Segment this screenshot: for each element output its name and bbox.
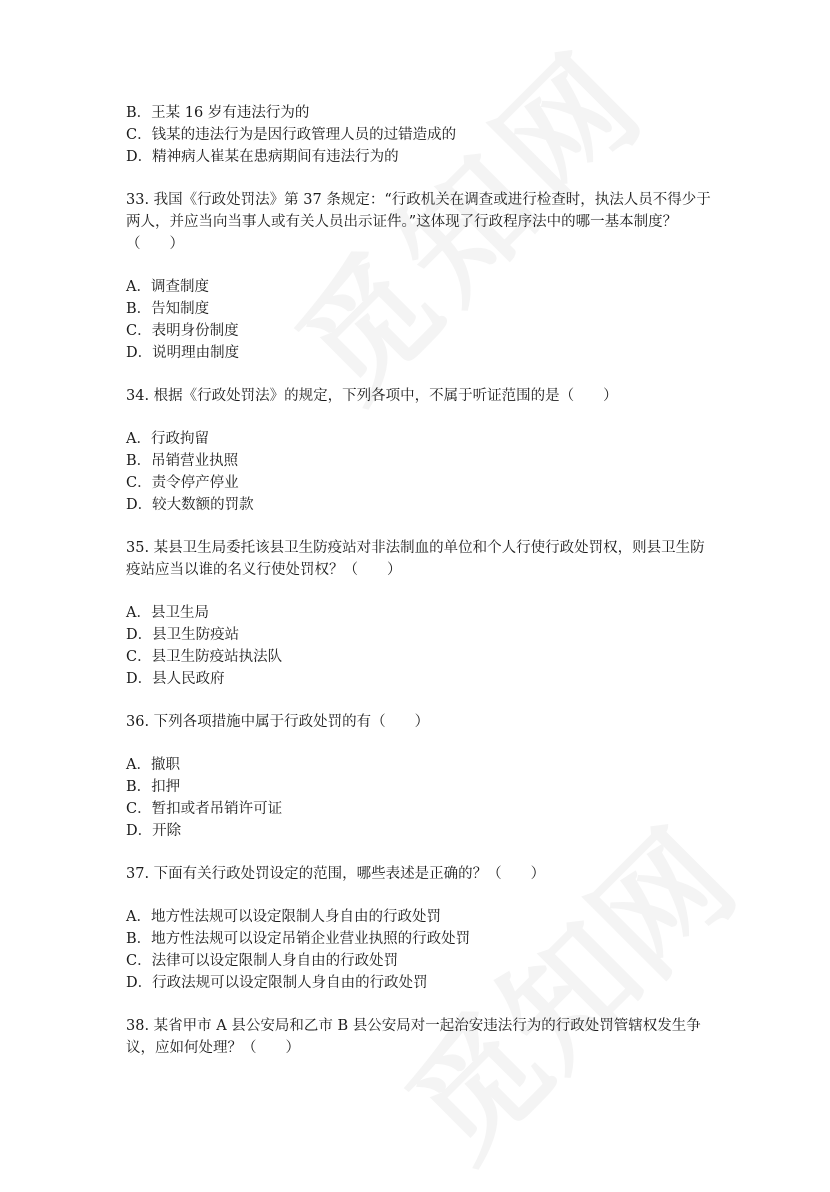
option: C．表明身份制度	[126, 323, 239, 339]
option: D．说明理由制度	[126, 345, 240, 361]
question-text: 37. 下面有关行政处罚设定的范围，哪些表述是正确的？（ ）	[126, 866, 546, 882]
question-text: 35. 某县卫生局委托该县卫生防疫站对非法制血的单位和个人行使行政处罚权，则县卫生防	[126, 540, 705, 556]
option: D．行政法规可以设定限制人身自由的行政处罚	[126, 975, 428, 991]
option: C．钱某的违法行为是因行政管理人员的过错造成的	[126, 127, 457, 143]
option: C．县卫生防疫站执法队	[126, 649, 283, 665]
option: B．地方性法规可以设定吊销企业营业执照的行政处罚	[126, 931, 471, 947]
option: A．地方性法规可以设定限制人身自由的行政处罚	[126, 909, 441, 925]
question-38	[126, 1015, 716, 1059]
option: D．较大数额的罚款	[126, 497, 254, 513]
option: A．行政拘留	[126, 431, 209, 447]
option: A．撤职	[126, 757, 180, 773]
question-text: 34. 根据《行政处罚法》的规定，下列各项中，不属于听证范围的是（ ）	[126, 388, 618, 404]
option: B．扣押	[126, 779, 181, 795]
question-37	[126, 863, 716, 994]
document-body	[126, 102, 716, 1059]
option: C．法律可以设定限制人身自由的行政处罚	[126, 953, 399, 969]
option: B．告知制度	[126, 301, 210, 317]
option: B．吊销营业执照	[126, 453, 239, 469]
question-text: 33. 我国《行政处罚法》第 37 条规定：“行政机关在调查或进行检查时，执法人员不得少于	[126, 192, 711, 208]
option: D．开除	[126, 823, 182, 839]
question-text: 36. 下列各项措施中属于行政处罚的有（ ）	[126, 714, 430, 730]
option: A．调查制度	[126, 279, 209, 295]
question-34	[126, 385, 716, 516]
question-text: （ ）	[126, 236, 184, 252]
question-text: 议，应如何处理？（ ）	[126, 1040, 300, 1056]
option: D．县人民政府	[126, 671, 225, 687]
option: D．县卫生防疫站	[126, 627, 240, 643]
question-text: 两人，并应当向当事人或有关人员出示证件。”这体现了行政程序法中的哪一基本制度？	[126, 214, 678, 230]
question-36	[126, 711, 716, 842]
question-35	[126, 537, 716, 690]
option: C．暂扣或者吊销许可证	[126, 801, 283, 817]
option: B．王某 16 岁有违法行为的	[126, 105, 310, 121]
option: C．责令停产停业	[126, 475, 239, 491]
question-text: 38. 某省甲市 A 县公安局和乙市 B 县公安局对一起治安违法行为的行政处罚管辖权发生争	[126, 1018, 701, 1034]
question-33	[126, 189, 716, 364]
previous-options	[126, 102, 716, 168]
option: D．精神病人崔某在患病期间有违法行为的	[126, 149, 399, 165]
question-text: 疫站应当以谁的名义行使处罚权？（ ）	[126, 562, 402, 578]
option: A．县卫生局	[126, 605, 209, 621]
